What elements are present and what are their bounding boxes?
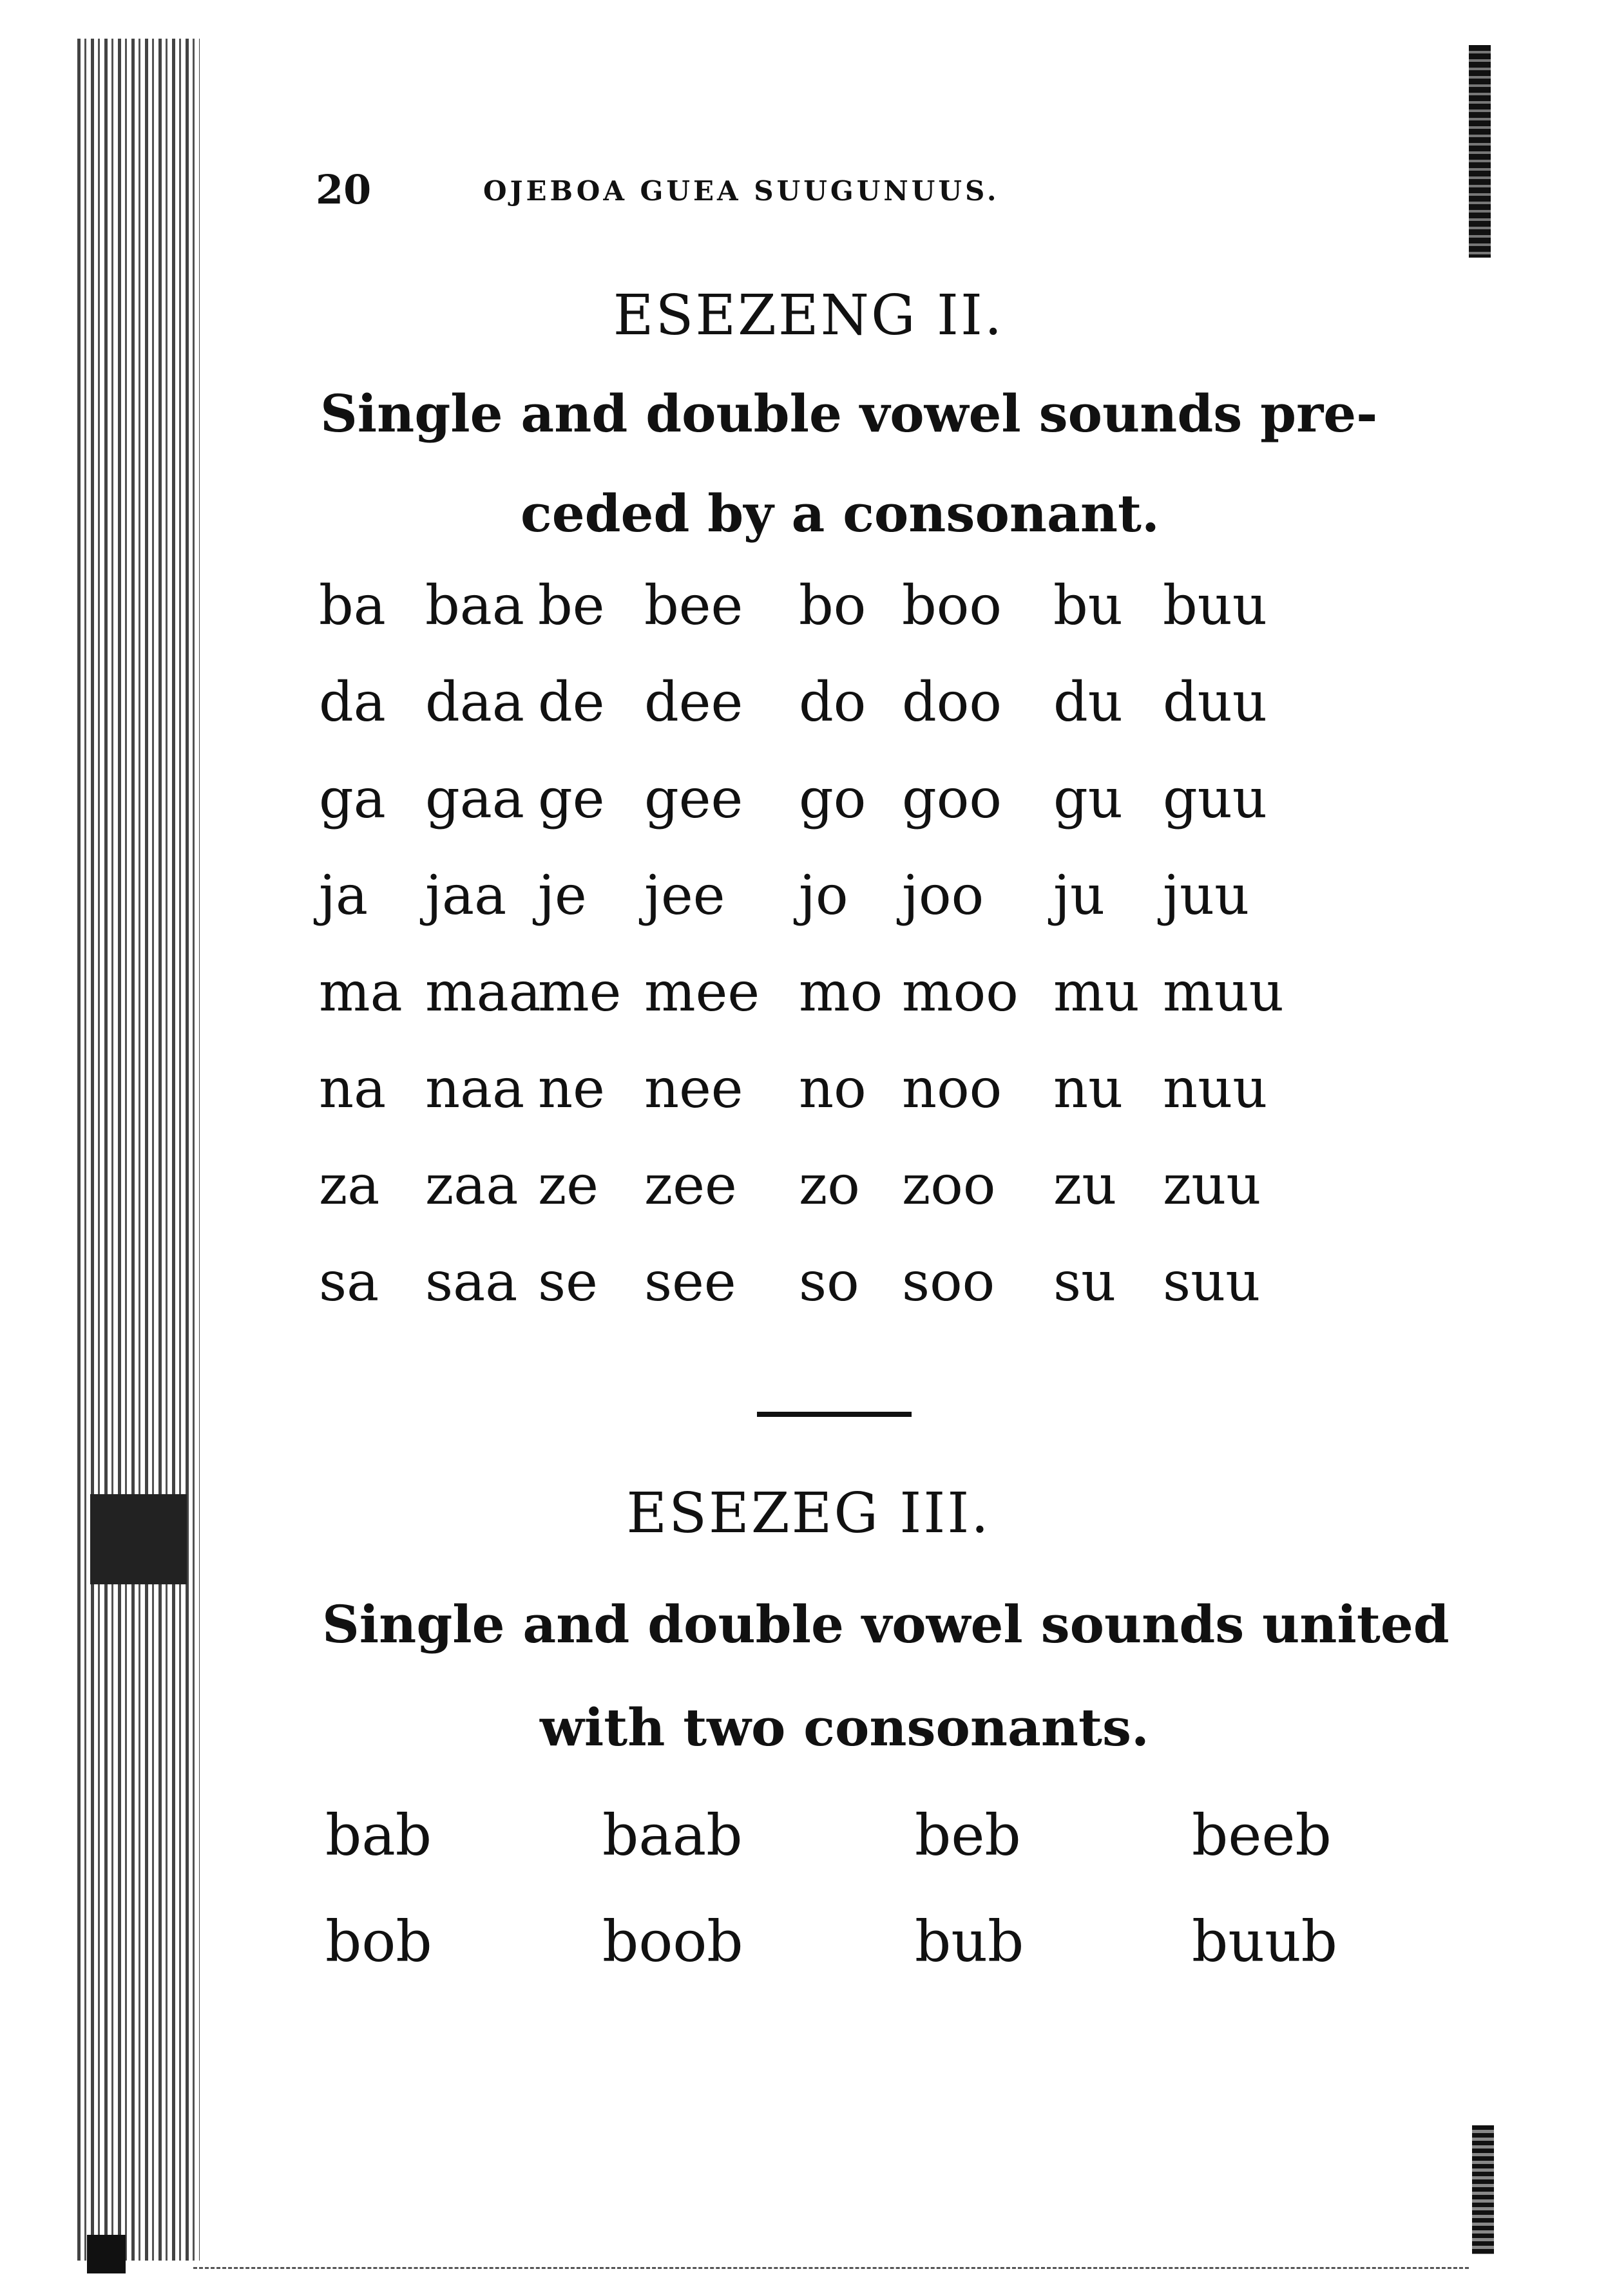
running-head [316, 166, 1218, 218]
syllable: nu [1053, 1057, 1124, 1120]
syllable: gee [644, 767, 743, 830]
syllable: mee [644, 960, 760, 1023]
syllable: mu [1053, 960, 1140, 1023]
syllable: boob [602, 1908, 743, 1975]
syllable: bee [644, 574, 743, 637]
running-title: OJEBOA GUEA SUUGUNUUS. [483, 175, 1000, 207]
syllable: baab [602, 1802, 743, 1868]
syllable: goo [902, 767, 1002, 830]
syllable: no [799, 1057, 866, 1120]
syllable: du [1053, 670, 1123, 734]
book-edge-left [77, 39, 200, 2261]
syllable: suu [1163, 1250, 1261, 1313]
syllable-table-section-3 [325, 1800, 1421, 2013]
syllable: de [538, 670, 605, 734]
syllable: doo [902, 670, 1002, 734]
syllable: joo [902, 864, 984, 927]
syllable: maa [425, 960, 541, 1023]
syllable: me [538, 960, 622, 1023]
section-divider [757, 1412, 912, 1417]
syllable: gu [1053, 767, 1123, 830]
syllable: bab [325, 1802, 432, 1868]
syllable: nuu [1163, 1057, 1268, 1120]
syllable: zu [1053, 1153, 1117, 1217]
syllable: zo [799, 1153, 860, 1217]
syllable: bub [915, 1908, 1024, 1975]
syllable: ma [319, 960, 403, 1023]
book-edge-right-top [1469, 45, 1491, 258]
syllable: dee [644, 670, 743, 734]
syllable: mo [799, 960, 883, 1023]
syllable: see [644, 1250, 736, 1313]
scan-corner-mark [87, 2235, 126, 2273]
syllable-table-section-2 [319, 573, 1375, 1346]
syllable: su [1053, 1250, 1116, 1313]
syllable: soo [902, 1250, 995, 1313]
syllable: jee [644, 864, 725, 927]
section-3-heading: ESEZEG III. [626, 1481, 991, 1546]
syllable: ju [1053, 864, 1105, 927]
syllable: bob [325, 1908, 432, 1975]
syllable: jaa [425, 864, 507, 927]
page-bottom-edge [193, 2267, 1469, 2269]
syllable: beeb [1192, 1802, 1332, 1868]
syllable: nee [644, 1057, 743, 1120]
syllable: duu [1163, 670, 1267, 734]
syllable: saa [425, 1250, 518, 1313]
syllable: buub [1192, 1908, 1338, 1975]
syllable: go [799, 767, 866, 830]
syllable: ze [538, 1153, 598, 1217]
section-3-subtitle-line1: Single and double vowel sounds united [322, 1594, 1450, 1655]
syllable: ne [538, 1057, 605, 1120]
syllable: do [799, 670, 866, 734]
syllable: daa [425, 670, 524, 734]
syllable: muu [1163, 960, 1284, 1023]
section-2-heading: ESEZENG II. [613, 283, 1004, 348]
syllable: boo [902, 574, 1002, 637]
syllable: ja [319, 864, 368, 927]
syllable: zaa [425, 1153, 519, 1217]
syllable: da [319, 670, 386, 734]
syllable: beb [915, 1802, 1021, 1868]
syllable: ba [319, 574, 386, 637]
syllable: bo [799, 574, 866, 637]
page-number: 20 [316, 166, 372, 213]
syllable: baa [425, 574, 524, 637]
syllable: naa [425, 1057, 525, 1120]
syllable: bu [1053, 574, 1123, 637]
syllable: ge [538, 767, 605, 830]
syllable: sa [319, 1250, 379, 1313]
syllable: je [538, 864, 587, 927]
section-2-subtitle-line2: ceded by a consonant. [521, 483, 1160, 544]
syllable: na [319, 1057, 387, 1120]
book-edge-right-bottom [1472, 2125, 1494, 2254]
syllable: moo [902, 960, 1019, 1023]
section-2-subtitle-line1: Single and double vowel sounds pre- [320, 383, 1378, 444]
syllable: zuu [1163, 1153, 1261, 1217]
syllable: juu [1163, 864, 1250, 927]
syllable: jo [799, 864, 848, 927]
syllable: zoo [902, 1153, 996, 1217]
syllable: ga [319, 767, 386, 830]
syllable: noo [902, 1057, 1002, 1120]
syllable: buu [1163, 574, 1267, 637]
syllable: guu [1163, 767, 1267, 830]
syllable: se [538, 1250, 598, 1313]
syllable: gaa [425, 767, 524, 830]
syllable: za [319, 1153, 380, 1217]
syllable: be [538, 574, 605, 637]
syllable: zee [644, 1153, 737, 1217]
section-3-subtitle-line2: with two consonants. [540, 1697, 1149, 1758]
syllable: so [799, 1250, 859, 1313]
